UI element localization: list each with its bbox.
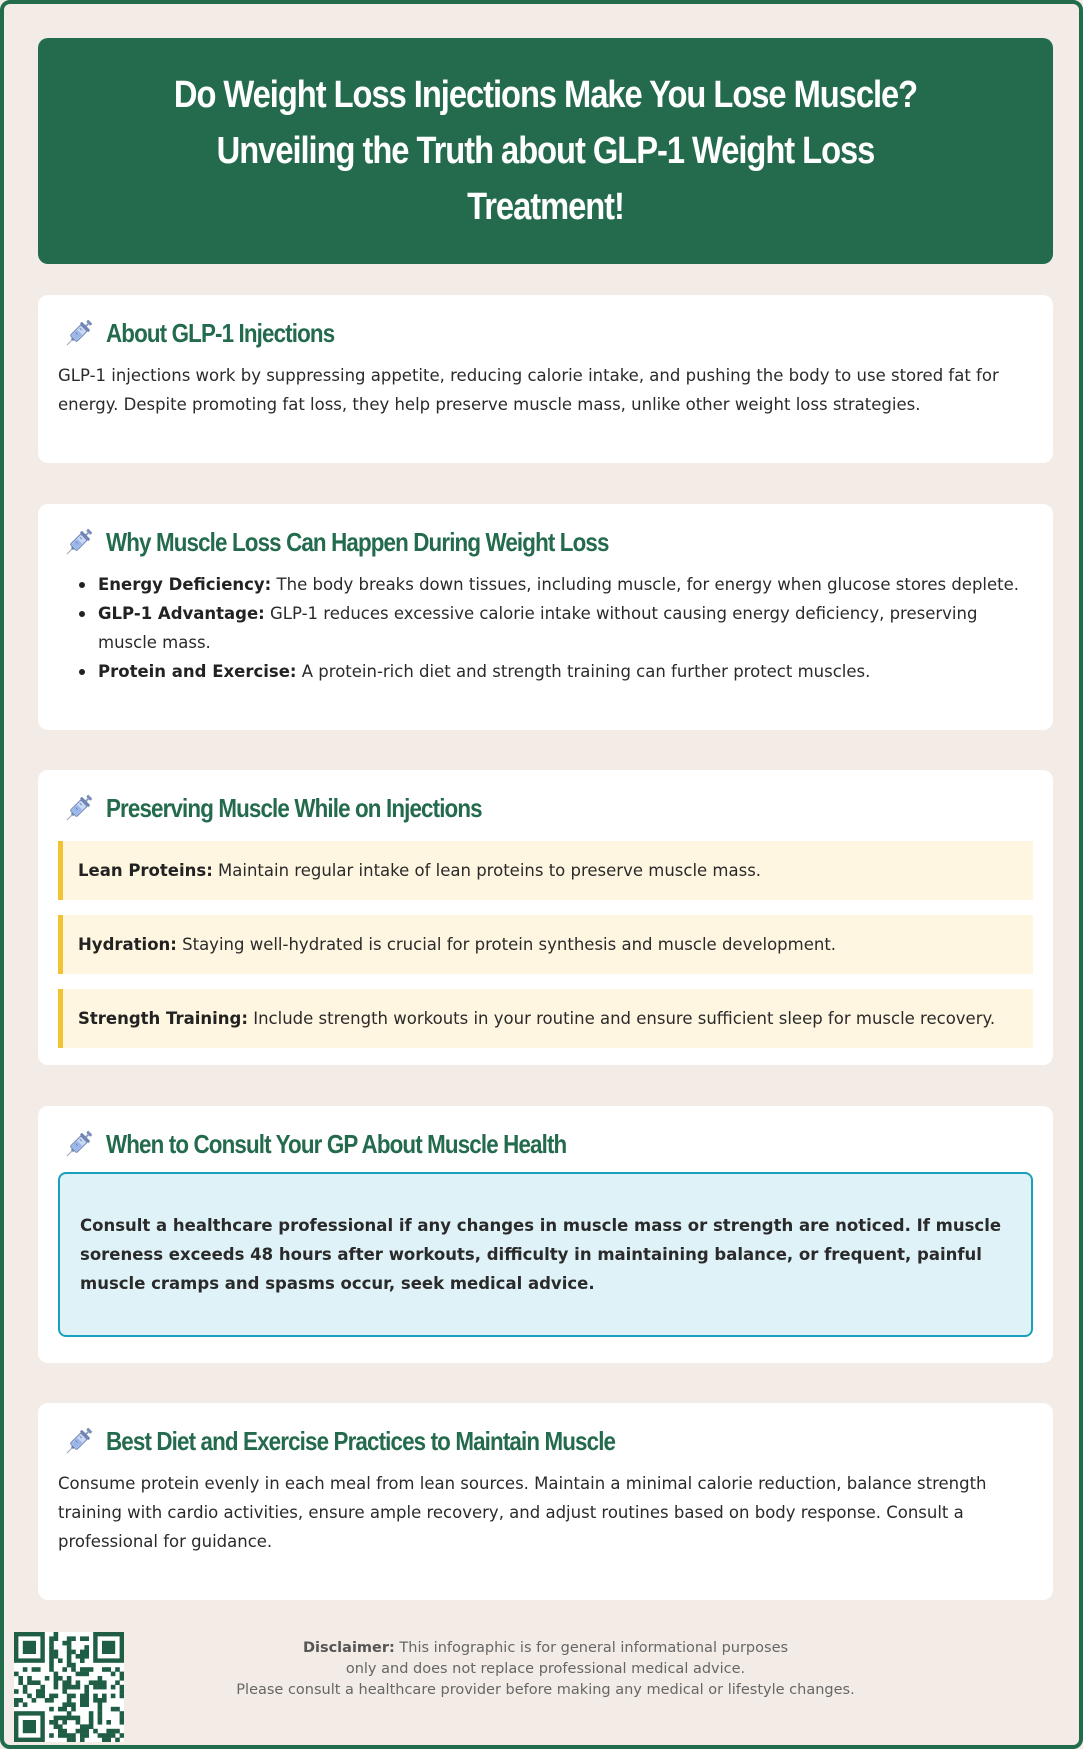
section-title-diet: Best Diet and Exercise Practices to Maintain Muscle — [106, 1425, 616, 1456]
tip-label: Hydration: — [78, 935, 177, 954]
section-title-consult: When to Consult Your GP About Muscle Health — [106, 1128, 567, 1159]
section-title-about: About GLP-1 Injections — [106, 317, 335, 348]
syringe-icon — [62, 1127, 96, 1161]
qr-code-icon[interactable] — [14, 1632, 124, 1742]
syringe-icon — [62, 1424, 96, 1458]
syringe-icon — [62, 525, 96, 559]
syringe-icon — [62, 791, 96, 825]
disclaimer-line-2: only and does not replace professional medical advice. — [345, 1661, 746, 1677]
tip-label: Strength Training: — [78, 1009, 248, 1028]
footer-disclaimer — [4, 1624, 1083, 1704]
card-title-row — [58, 1126, 1033, 1162]
consult-alert-text: Consult a healthcare professional if any changes in muscle mass or strength are noticed. If muscle soreness exceeds 48 hours after workouts, difficulty in maintaining balance, or frequent, painful muscle cramps and spasms occur, seek medical advice. — [80, 1216, 1002, 1293]
card-about — [38, 295, 1053, 463]
tip-text: Include strength workouts in your routine and ensure sufficient sleep for muscle recovery. — [247, 1009, 996, 1028]
tip-text: Staying well-hydrated is crucial for protein synthesis and muscle development. — [176, 935, 837, 954]
header-banner — [38, 38, 1053, 264]
consult-alert-box — [58, 1172, 1033, 1337]
card-consult — [38, 1106, 1053, 1363]
disclaimer-line-1: This infographic is for general informational purposes — [394, 1640, 789, 1656]
tip-hydration — [58, 915, 1033, 974]
page-title: Do Weight Loss Injections Make You Lose Muscle? Unveiling the Truth about GLP-1 Weight Loss Treatment! — [173, 74, 918, 228]
list-item — [78, 570, 1033, 599]
why-list — [58, 570, 1033, 686]
section-title-why: Why Muscle Loss Can Happen During Weight Loss — [106, 526, 609, 557]
list-item — [78, 657, 1033, 686]
card-diet — [38, 1403, 1053, 1600]
card-title-row — [58, 315, 1033, 351]
item-text: The body breaks down tissues, including muscle, for energy when glucose stores deplete. — [271, 575, 1020, 594]
card-title-row — [58, 1423, 1033, 1459]
item-text: A protein-rich diet and strength training can further protect muscles. — [296, 662, 871, 681]
card-why — [38, 504, 1053, 730]
card-title-row — [58, 790, 1033, 826]
item-text: GLP-1 reduces excessive calorie intake without causing energy deficiency, preserving muscle mass. — [98, 604, 978, 652]
tip-lean-proteins — [58, 841, 1033, 900]
diet-body: Consume protein evenly in each meal from lean sources. Maintain a minimal calorie reduction, balance strength training with cardio activities, ensure ample recovery, and adjust routines based on body response. Consult a professional for guidance. — [58, 1474, 987, 1551]
card-title-row — [58, 524, 1033, 560]
item-label: GLP-1 Advantage: — [98, 604, 265, 623]
tip-text: Maintain regular intake of lean proteins to preserve muscle mass. — [212, 861, 762, 880]
about-body: GLP-1 injections work by suppressing appetite, reducing calorie intake, and pushing the body to use stored fat for energy. Despite promoting fat loss, they help preserve muscle mass, unlike other weight loss strategies. — [58, 366, 999, 414]
item-label: Protein and Exercise: — [98, 662, 297, 681]
disclaimer-label: Disclaimer: — [302, 1640, 395, 1656]
list-item — [78, 599, 1033, 657]
syringe-icon — [62, 316, 96, 350]
item-label: Energy Deficiency: — [98, 575, 272, 594]
tip-strength-training — [58, 989, 1033, 1048]
card-preserving — [38, 770, 1053, 1065]
disclaimer-line-3: Please consult a healthcare provider before making any medical or lifestyle changes. — [236, 1682, 855, 1698]
section-title-preserving: Preserving Muscle While on Injections — [106, 792, 482, 823]
tip-label: Lean Proteins: — [78, 861, 213, 880]
